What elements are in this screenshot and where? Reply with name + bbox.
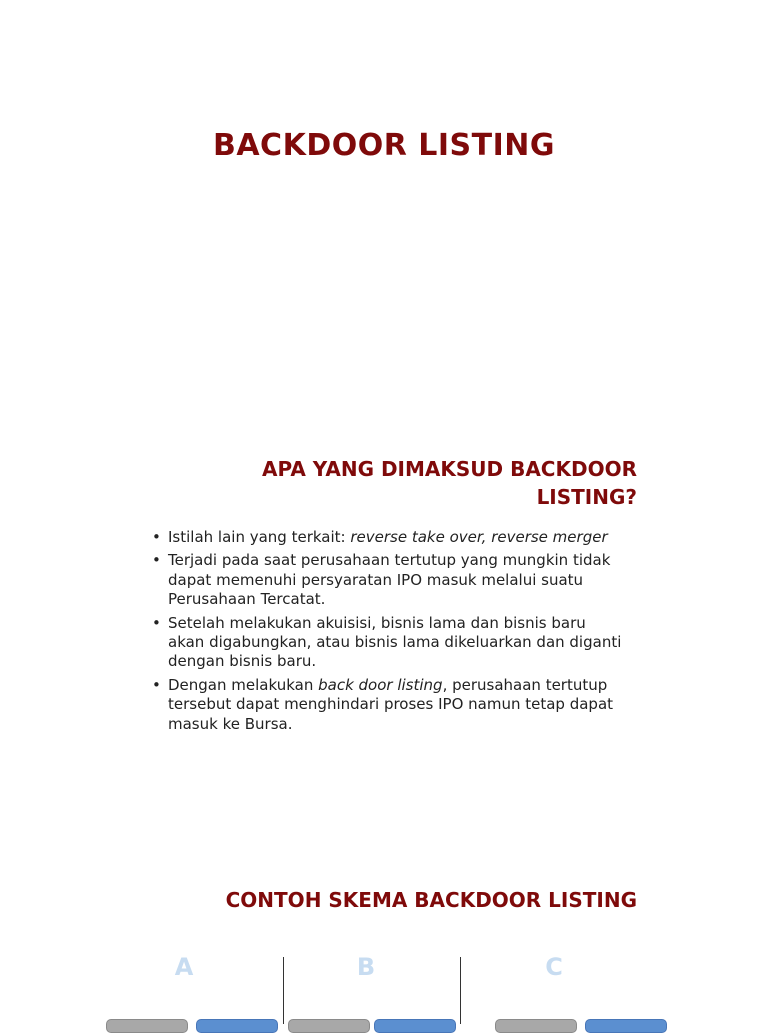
bullet-dot: • — [152, 675, 161, 694]
bullet-dot: • — [152, 613, 161, 632]
scheme-column-divider — [283, 957, 284, 1024]
section-heading — [167, 455, 637, 511]
page-title: BACKDOOR LISTING — [212, 128, 556, 163]
scheme-column-label-a: A — [174, 953, 194, 981]
bullet-item — [152, 676, 622, 734]
bullet-text-continued: , perusahaan tertutup tersebut dapat menghindari proses IPO namun tetap dapat masuk ke Bursa. — [168, 675, 614, 733]
bullet-text: Dengan melakukan — [168, 675, 319, 694]
bullet-item — [152, 614, 622, 672]
scheme-box-a-left — [106, 1019, 188, 1033]
scheme-box-b-left — [288, 1019, 370, 1033]
definition-bullet-list — [152, 528, 622, 738]
scheme-box-c-left — [495, 1019, 577, 1033]
scheme-box-b-right — [374, 1019, 456, 1033]
bullet-item — [152, 528, 622, 547]
bullet-italic-text: reverse take over, reverse merger — [350, 528, 608, 546]
bullet-italic-text: back door listing — [318, 675, 443, 694]
bullet-text: Setelah melakukan akuisisi, bisnis lama dan bisnis baru akan digabungkan, atau bisnis lama dikeluarkan dan diganti dengan bisnis baru. — [168, 613, 622, 671]
bullet-text: Istilah lain yang terkait: — [168, 528, 351, 546]
scheme-box-a-right — [196, 1019, 278, 1033]
bullet-dot: • — [152, 551, 161, 570]
bullet-text: Terjadi pada saat perusahaan tertutup yang mungkin tidak dapat memenuhi persyaratan IPO masuk melalui suatu Perusahaan Tercatat. — [168, 551, 611, 609]
scheme-heading: CONTOH SKEMA BACKDOOR LISTING — [225, 888, 637, 912]
scheme-box-c-right — [585, 1019, 667, 1033]
scheme-column-label-b: B — [356, 953, 376, 981]
bullet-dot: • — [152, 528, 161, 546]
section-heading-line-1: APA YANG DIMAKSUD BACKDOOR — [262, 457, 637, 481]
scheme-column-label-c: C — [545, 953, 563, 981]
bullet-item — [152, 551, 622, 609]
scheme-column-divider — [460, 957, 461, 1024]
section-heading-line-2: LISTING? — [536, 485, 637, 509]
